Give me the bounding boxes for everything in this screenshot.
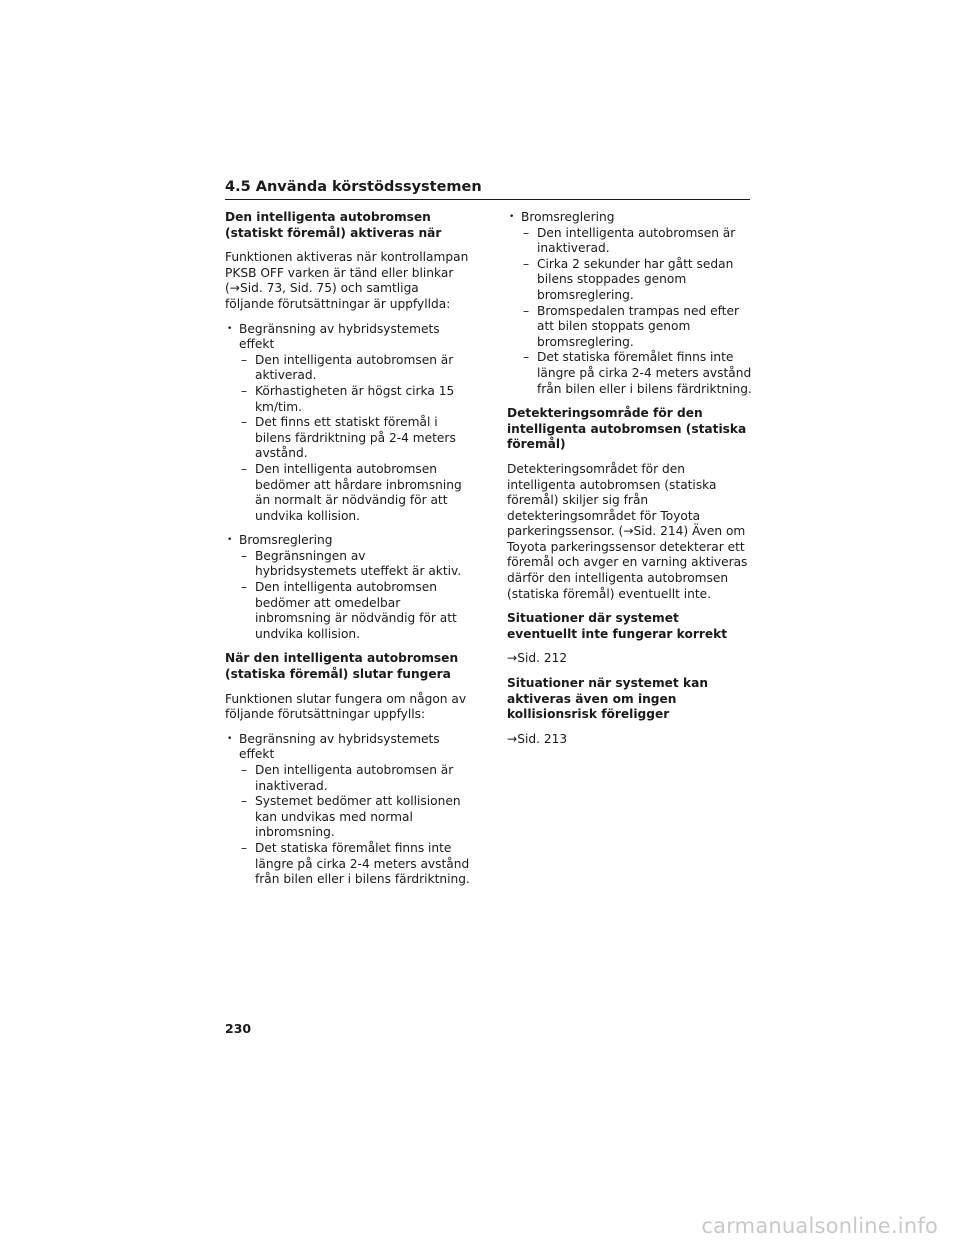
heading-activation: Den intelligenta autobromsen (statiskt föremål) aktiveras när	[225, 210, 442, 240]
bullet-group-output-limit-stop	[225, 732, 470, 888]
paragraph-detection-area: Detekteringsområdet för den intelligenta autobromsen (statiska föremål) skiljer sig från detekteringsområdet för Toyota parkeringssensor. (→Sid. 214) Även om Toyota parkeringssensor detekterar ett föremål och avger en varning aktiveras därför den intelligenta autobromsen (statiska föremål) eventuellt inte.	[507, 461, 748, 601]
sub-item: – Den intelligenta autobromsen är aktiverad.	[241, 352, 454, 383]
header-divider	[225, 199, 750, 200]
right-column	[507, 210, 752, 756]
sub-item: – Cirka 2 sekunder har gått sedan bilens stoppades genom bromsreglering.	[523, 256, 734, 302]
bullet-item	[225, 732, 470, 763]
bullet-item	[225, 533, 470, 549]
bullet-title: Begränsning av hybridsystemets effekt	[239, 321, 440, 352]
section-header	[225, 178, 750, 200]
page-reference-link[interactable]: →Sid. 213	[507, 731, 568, 746]
sub-item: – Det statiska föremålet finns inte längre på cirka 2-4 meters avstånd från bilen eller i bilens färdriktning.	[523, 350, 752, 396]
sub-item: – Det finns ett statiskt föremål i bilens färdriktning på 2-4 meters avstånd.	[241, 415, 456, 461]
sub-item: – Den intelligenta autobromsen är inaktiverad.	[241, 763, 454, 793]
paragraph-activation: Funktionen aktiveras när kontrollampan PKSB OFF varken är tänd eller blinkar (→Sid. 73, Sid. 75) och samtliga följande förutsättningar är uppfyllda:	[225, 250, 469, 311]
watermark-text: carmanualsonline.info	[701, 1214, 938, 1238]
bullet-group-brake-control	[225, 533, 470, 642]
sub-item: – Begränsningen av hybridsystemets uteffekt är aktiv.	[241, 548, 462, 579]
bullet-title: Bromsreglering	[521, 210, 615, 224]
heading-detection-area: Detekteringsområde för den intelligenta autobromsen (statiska föremål)	[507, 406, 747, 452]
sub-item: – Systemet bedömer att kollisionen kan undvikas med normal inbromsning.	[241, 794, 461, 840]
heading-stop: När den intelligenta autobromsen (statiska föremål) slutar fungera	[225, 651, 459, 682]
bullet-group-output-limit	[225, 322, 470, 525]
bullet-group-brake-control-stop	[507, 210, 752, 397]
section-title: 4.5 Använda körstödssystemen	[225, 179, 482, 195]
page-reference-link[interactable]: →Sid. 212	[507, 651, 568, 666]
heading-false-activation: Situationer när systemet kan aktiveras även om ingen kollisionsrisk föreligger	[507, 676, 708, 722]
sub-item: – Den intelligenta autobromsen är inaktiverad.	[523, 225, 736, 256]
left-column	[225, 210, 470, 897]
sub-item: – Den intelligenta autobromsen bedömer att omedelbar inbromsning är nödvändig för att undvika kollision.	[241, 580, 457, 641]
heading-malfunction: Situationer där systemet eventuellt inte fungerar korrekt	[507, 611, 728, 641]
bullet-item	[225, 322, 470, 353]
sub-item: – Det statiska föremålet finns inte längre på cirka 2-4 meters avstånd från bilen eller i bilens färdriktning.	[241, 840, 470, 887]
bullet-title: Bromsreglering	[239, 533, 333, 548]
paragraph-stop: Funktionen slutar fungera om någon av följande förutsättningar uppfylls:	[225, 691, 467, 722]
sub-item: – Den intelligenta autobromsen bedömer att hårdare inbromsning än normalt är nödvändig för att undvika kollision.	[241, 461, 462, 523]
bullet-item	[507, 210, 752, 226]
sub-item: – Körhastigheten är högst cirka 15 km/tim.	[241, 383, 455, 414]
bullet-title: Begränsning av hybridsystemets effekt	[239, 731, 440, 762]
page-number: 230	[225, 1021, 252, 1036]
sub-item: – Bromspedalen trampas ned efter att bilen stoppats genom bromsreglering.	[523, 303, 739, 349]
